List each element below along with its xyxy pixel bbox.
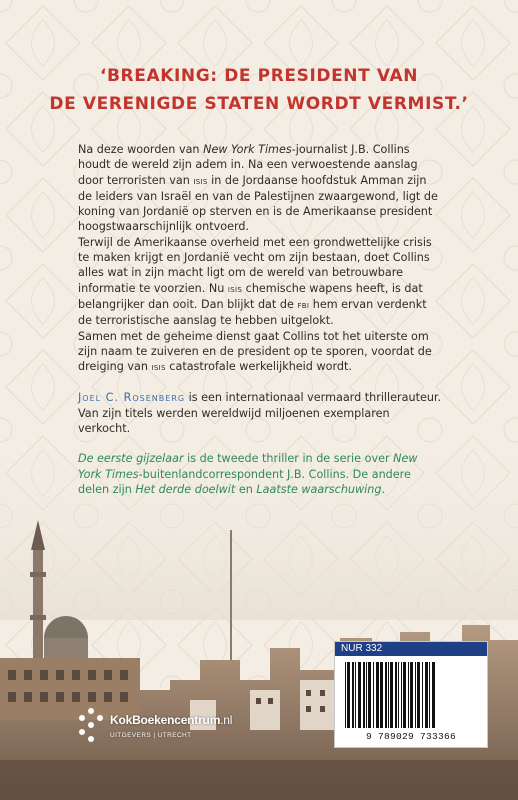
blurb-paragraph-1 (78, 142, 442, 235)
barcode-icon (343, 662, 479, 728)
text-run: chemische wapens heeft, is dat belangrijker dan ooit. Dan blijkt dat de (78, 281, 423, 311)
headline-line-2: DE VERENIGDE STATEN WORDT VERMIST.’ (49, 94, 469, 114)
text-run: in de Jordaanse hoofdstuk Amman zijn de leiders van Israël en van de Palestijnen zwaargewond, ligt de koning van Jordanië op sterven en is de Amerikaanse president hoogstwaarschijnlijk ontvoerd. (78, 173, 438, 234)
author-name: Joel C. Rosenberg (78, 391, 186, 405)
text-run: Terwijl de Amerikaanse overheid met een grondwettelijke crisis te maken krijgt en Jordanië vecht om zijn bestaan, doet Collins alles wat in zijn macht ligt om de wereld van betrouwbare informatie te voorzien. Nu (78, 235, 432, 295)
blurb-paragraph-2 (78, 235, 442, 329)
publisher-subtitle: UITGEVERS | UTRECHT (110, 732, 192, 739)
newspaper-name: New York Times (203, 143, 292, 156)
nur-code: NUR 332 (335, 642, 487, 656)
acronym: fbi (297, 299, 310, 311)
publisher-logo-icon (76, 705, 106, 745)
publisher-brand: KokBoekencentrum (110, 713, 221, 727)
barcode-box (334, 641, 488, 748)
text-run: Samen met de geheime dienst gaat Collins tot het uiterste om zijn naam te zuiveren en de president op te sporen, voordat de dreiging van (78, 329, 432, 374)
text-run: hem ervan verdenkt de terroristische aanslag te hebben uitgelokt. (78, 297, 427, 328)
acronym: isis (151, 362, 166, 374)
text-run: en (235, 482, 257, 496)
headline-quote (30, 62, 488, 118)
text-run: is een internationaal vermaard thrillerauteur. Van zijn titels werden wereldwijd miljoenen exemplaren verkocht. (78, 391, 442, 436)
text-run: . (381, 482, 386, 496)
book-title: De eerste gijzelaar (78, 452, 184, 466)
text-run: -buitenlandcorrespondent J.B. Collins. De andere delen zijn (78, 467, 411, 496)
publisher-tld: .nl (220, 713, 233, 727)
author-bio (78, 390, 442, 436)
text-run: -journalist J.B. Collins houdt de wereld zijn adem in. Na een verwoestende aanslag door terroristen van (78, 143, 418, 187)
acronym: isis (227, 283, 243, 295)
acronym: isis (193, 175, 208, 187)
publisher-name (110, 713, 232, 727)
blurb-text (78, 142, 442, 497)
headline-line-1: ‘BREAKING: DE PRESIDENT VAN (99, 66, 419, 86)
text-run: is de tweede thriller in de serie over (183, 452, 394, 466)
newspaper-name: New York Times (78, 452, 418, 481)
text-run: catastrofale werkelijkheid wordt. (165, 360, 352, 374)
text-run: Na deze woorden van (78, 143, 204, 156)
book-title: Laatste waarschuwing (256, 482, 382, 496)
series-note (78, 451, 442, 497)
isbn-number: 9 789029 733366 (365, 731, 456, 742)
book-title: Het derde doelwit (135, 482, 236, 496)
blurb-paragraph-3 (78, 329, 442, 376)
